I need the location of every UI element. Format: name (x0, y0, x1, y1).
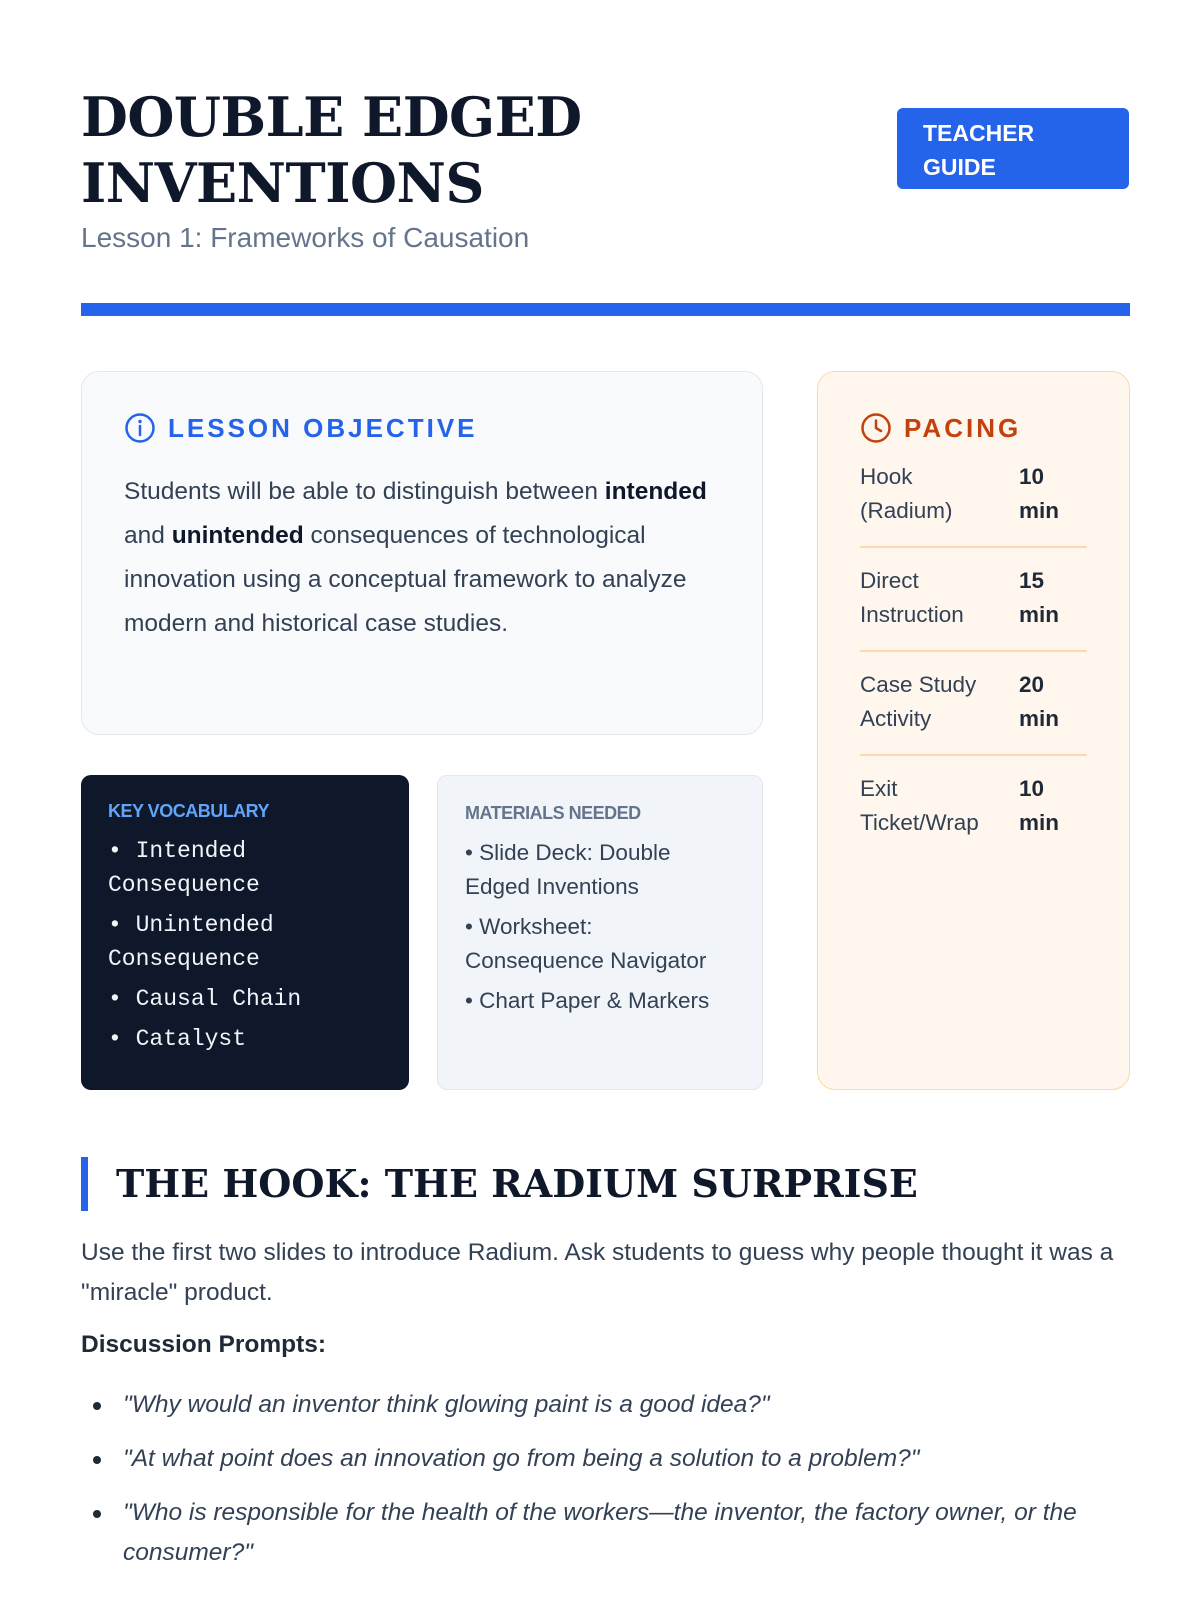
clock-icon (860, 412, 892, 444)
title-line-2: INVENTIONS (81, 151, 484, 215)
pacing-heading (860, 412, 1087, 444)
materials-list (465, 836, 735, 1018)
vocabulary-item: • Catalyst (108, 1026, 247, 1052)
materials-heading: MATERIALS NEEDED (465, 803, 641, 823)
badge-line-1: TEACHER (923, 120, 1035, 146)
pacing-row (860, 772, 1087, 858)
pacing-row (860, 668, 1087, 756)
hook-heading: THE HOOK: THE RADIUM SURPRISE (81, 1157, 1130, 1211)
objective-heading (124, 412, 720, 444)
page-subtitle: Lesson 1: Frameworks of Causation (81, 222, 530, 253)
pacing-row (860, 564, 1087, 652)
objective-bold-intended: intended (604, 478, 707, 505)
discussion-prompts-label: Discussion Prompts: (81, 1331, 327, 1358)
discussion-prompt: "Why would an inventor think glowing paint is a good idea?" (81, 1385, 1130, 1425)
vocabulary-list (108, 834, 382, 1056)
vocabulary-item: • Intended Consequence (108, 838, 260, 898)
pacing-card (817, 371, 1130, 1090)
discussion-prompts-list (81, 1385, 1130, 1573)
pacing-heading-text: PACING (904, 412, 1022, 443)
title-line-1: DOUBLE EDGED (81, 85, 582, 149)
discussion-prompt: "At what point does an innovation go from being a solution to a problem?" (81, 1439, 1130, 1479)
vocabulary-item: • Unintended Consequence (108, 912, 274, 972)
pacing-time: 20 min (1019, 672, 1060, 731)
objective-text-part: consequences of technological innovation using a conceptual framework to analyze modern and historical case studies. (124, 522, 687, 637)
pacing-time: 10 min (1019, 464, 1060, 523)
objective-text (124, 470, 720, 646)
page-header (81, 84, 1130, 258)
pacing-label: Direct Instruction (860, 568, 964, 627)
objective-text-part: and (124, 522, 172, 549)
materials-needed-card (437, 775, 763, 1090)
pacing-label: Exit Ticket/Wrap (860, 776, 979, 835)
hook-intro: Use the first two slides to introduce Radium. Ask students to guess why people thought it was a "miracle" product. (81, 1239, 1114, 1306)
pacing-label: Hook (Radium) (860, 464, 953, 523)
objective-heading-text: LESSON OBJECTIVE (168, 412, 478, 443)
hook-section (81, 1157, 1130, 1587)
info-circle-icon (124, 412, 156, 444)
materials-item: • Chart Paper & Markers (465, 988, 710, 1013)
header-divider (81, 303, 1130, 316)
pacing-time: 15 min (1019, 568, 1060, 627)
objective-bold-unintended: unintended (171, 522, 304, 549)
pacing-label: Case Study Activity (860, 672, 977, 731)
objective-text-part: Students will be able to distinguish between (124, 478, 605, 505)
teacher-guide-badge (897, 108, 1129, 189)
discussion-prompt: "Who is responsible for the health of the workers—the inventor, the factory owner, or the consumer?" (81, 1493, 1130, 1573)
badge-line-2: GUIDE (923, 154, 996, 180)
vocabulary-heading: KEY VOCABULARY (108, 801, 270, 821)
pacing-time: 10 min (1019, 776, 1060, 835)
vocabulary-item: • Causal Chain (108, 986, 302, 1012)
materials-item: • Worksheet: Consequence Navigator (465, 914, 707, 973)
lesson-objective-card (81, 371, 763, 735)
pacing-row (860, 460, 1087, 548)
key-vocabulary-card (81, 775, 409, 1090)
materials-item: • Slide Deck: Double Edged Inventions (465, 840, 671, 899)
